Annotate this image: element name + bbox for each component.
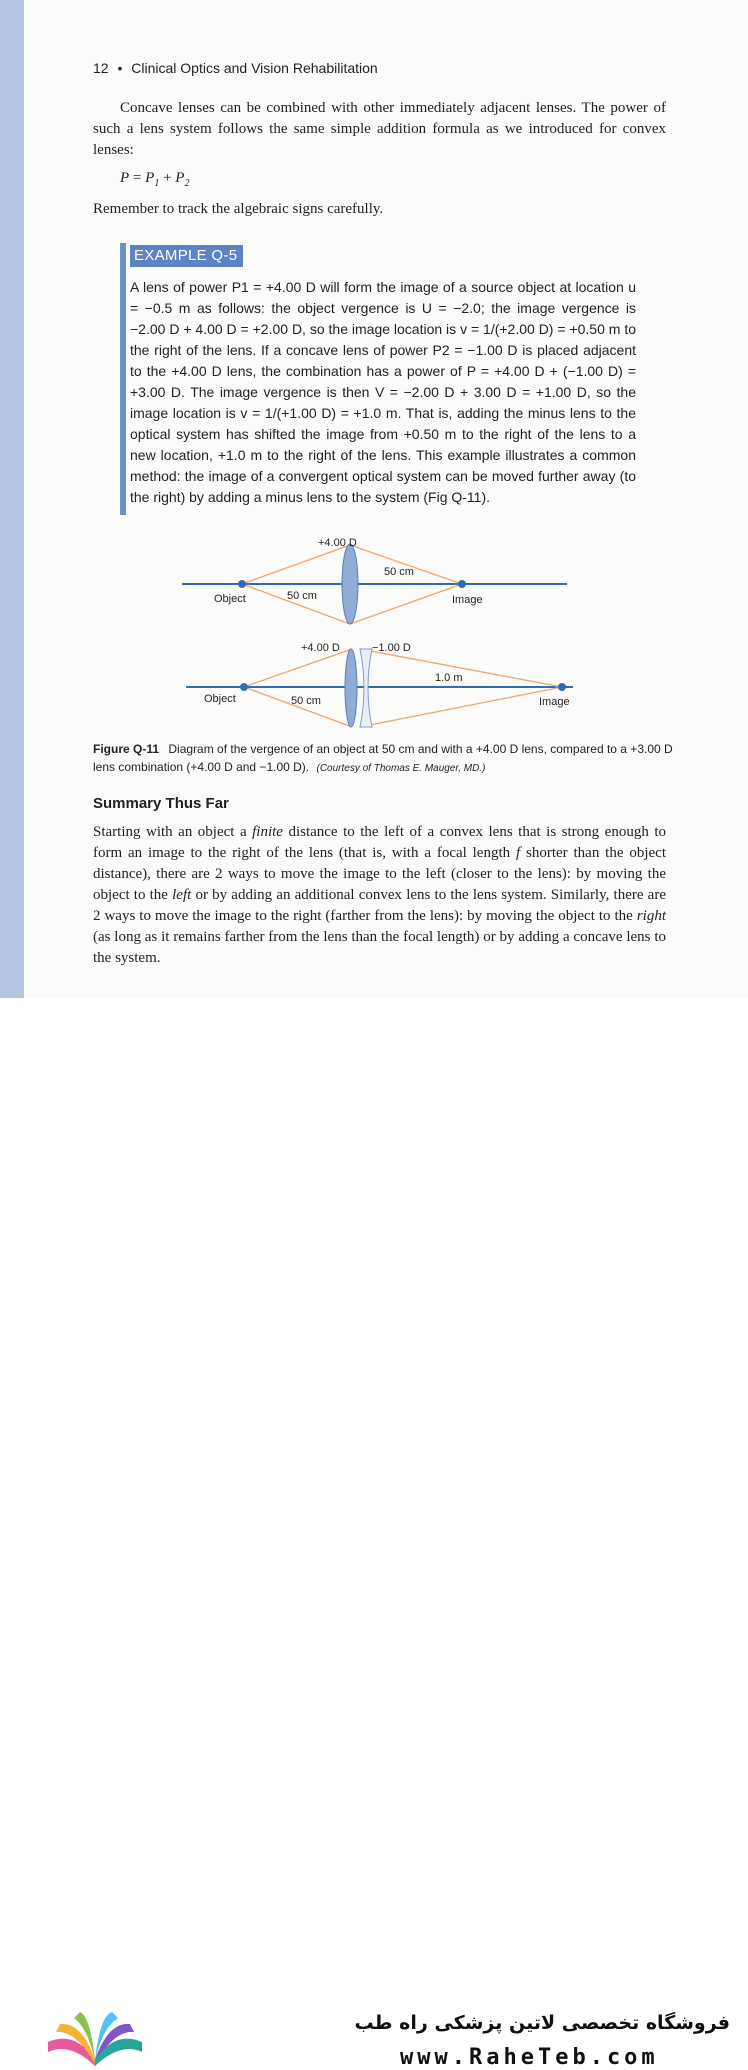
bottom-image-label: Image [539, 696, 570, 708]
bottom-lens1-power-label: +4.00 D [301, 642, 340, 654]
bottom-convex-lens [345, 649, 357, 727]
page-edge-stripe [0, 0, 24, 998]
example-title: EXAMPLE Q-5 [130, 245, 243, 267]
example-text: A lens of power P1 = +4.00 D will form the image of a source object at location u = −0.5 m as follows: the object vergence is U = −2.0; the image vergence is −2.00 D + 4.00 D = +2.00 D, so the image location is v = 1/(+2.00 D) = +0.50 m to the right of the lens. If a concave lens of power P2 = −1.00 D is placed adjacent to the +4.00 D lens, the combination has a power of P = +4.00 D + (−1.00 D) = +3.00 D. The image vergence is then V = −2.00 D + 3.00 D = +1.00 D, so the image location is v = 1/(+1.00 D) = +1.0 m. That is, adding the minus lens to the optical system has shifted the image from +0.50 m to the right of the lens to a new location, +1.0 m to the right of the lens. This example illustrates a common method: the image of a convergent optical system can be moved further away (to the right) by adding a minus lens to the system (Fig Q-11). [130, 279, 636, 505]
intro-paragraph: Concave lenses can be combined with other immediately adjacent lenses. The power of such a lens system follows the same simple addition formula as we introduced for convex lenses: [93, 100, 666, 158]
top-convex-lens [342, 544, 358, 624]
top-object-label: Object [214, 593, 246, 605]
store-url: www.RaheTeb.com [400, 2045, 659, 2070]
top-diagram [182, 537, 567, 624]
figure-label: Figure Q-11 [93, 742, 160, 756]
caption-text: Diagram of the vergence of an object at 50 cm and with a +4.00 D lens, compared to a +3.00 D lens combination (+4.00 D and −1.00 D). [93, 742, 673, 774]
bottom-image-distance-label: 1.0 m [435, 672, 463, 684]
vergence-diagram [180, 530, 580, 730]
top-image-point [458, 580, 466, 588]
top-object-point [238, 580, 246, 588]
running-header [93, 60, 378, 76]
summary-paragraph: Starting with an object a finite distance to the left of a convex lens that is strong enough to form an image to the right of the lens (that is, with a focal length f shorter than the object distance), there are 2 ways to move the image to the left (closer to the lens): by moving the object to the left or by adding an additional convex lens to the lens system. Similarly, there are 2 ways to move the image to the right (farther from the lens): by moving the object to the right (as long as it remains farther from the lens than the focal length) or by adding a concave lens to the system. [93, 824, 666, 966]
top-ray-lower-right [350, 584, 462, 624]
book-logo-icon [40, 2010, 150, 2070]
watermark-footer [0, 998, 748, 2070]
lens-addition-formula: $P = P_1 + P_2$ [120, 170, 190, 189]
top-object-distance-label: 50 cm [287, 590, 317, 602]
top-ray-upper-left [242, 545, 350, 584]
top-ray-upper-right [350, 545, 462, 584]
page-number: 12 [93, 60, 109, 76]
bottom-object-point [240, 683, 248, 691]
top-image-label: Image [452, 594, 483, 606]
bottom-object-label: Object [204, 693, 236, 705]
book-title: Clinical Optics and Vision Rehabilitation [131, 60, 378, 76]
book-page [0, 0, 748, 998]
bottom-ray-lower-left [244, 687, 352, 727]
sign-note: Remember to track the algebraic signs carefully. [93, 201, 384, 217]
caption-courtesy: (Courtesy of Thomas E. Mauger, MD.) [316, 763, 486, 774]
bottom-diagram [186, 642, 573, 727]
bottom-ray-lower-right [360, 687, 562, 727]
top-lens-power-label: +4.00 D [318, 537, 357, 549]
bottom-image-point [558, 683, 566, 691]
top-image-distance-label: 50 cm [384, 566, 414, 578]
figure-caption [93, 740, 673, 778]
store-name: فروشگاه تخصصی لاتین پزشکی راه طب [354, 2012, 730, 2034]
bottom-lens2-power-label: −1.00 D [372, 642, 411, 654]
bottom-object-distance-label: 50 cm [291, 695, 321, 707]
header-separator: • [117, 60, 123, 76]
bottom-ray-upper-left [244, 649, 352, 687]
section-heading: Summary Thus Far [93, 795, 229, 812]
